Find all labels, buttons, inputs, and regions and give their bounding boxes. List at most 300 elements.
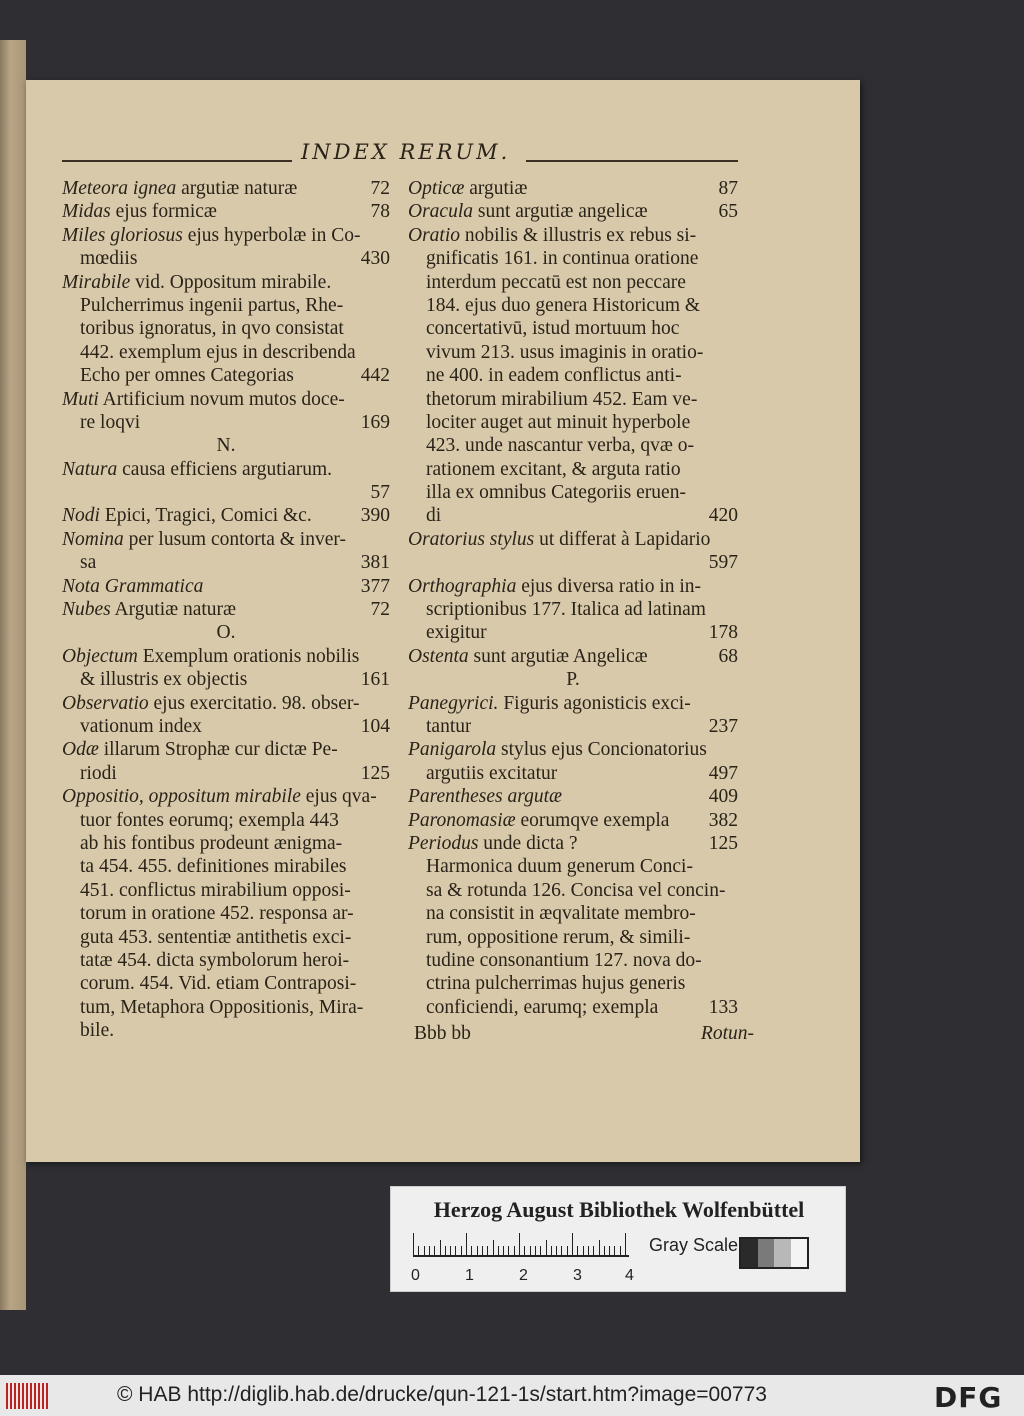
ruler-tick (503, 1246, 504, 1255)
index-description: argutiis excitatur (426, 762, 558, 784)
ruler-tick (482, 1246, 483, 1255)
ruler-tick (625, 1233, 626, 1255)
index-entry-text (426, 926, 690, 949)
index-line (408, 411, 738, 434)
index-description: corum. 454. Vid. etiam Contraposi- (80, 973, 357, 995)
index-entry-text (426, 247, 698, 270)
gray-patch (791, 1239, 808, 1267)
index-line (62, 832, 390, 855)
index-line (62, 598, 390, 621)
ruler-tick (524, 1246, 525, 1255)
ruler-tick (413, 1233, 414, 1255)
index-description: toribus ignoratus, in qvo consistat (80, 318, 344, 340)
index-entry-text (426, 996, 658, 1019)
index-keyword: Oracula (408, 201, 473, 223)
index-entry-text (80, 668, 247, 691)
index-description: lociter auget aut minuit hyperbole (426, 411, 691, 433)
index-entry-text (426, 598, 706, 621)
index-entry-text (62, 738, 338, 761)
dfg-logo: DFG (934, 1381, 1003, 1414)
index-description: nobilis & illustris ex rebus si- (460, 224, 697, 246)
index-description: riodi (80, 762, 117, 784)
library-color-card (390, 1186, 846, 1292)
index-line (408, 598, 738, 621)
index-description: di (426, 505, 442, 527)
ruler-tick (493, 1240, 494, 1255)
index-entry-text (80, 809, 339, 832)
index-description: 442. exemplum ejus in describenda (80, 341, 356, 363)
page-number: 78 (370, 201, 390, 223)
index-description: bile. (80, 1020, 115, 1042)
ruler-label-3: 3 (573, 1267, 582, 1284)
ruler-tick (498, 1246, 499, 1255)
index-line (408, 645, 738, 668)
ruler-tick (461, 1246, 462, 1255)
index-entry-text (426, 879, 725, 902)
index-description: sunt argutiæ angelicæ (473, 201, 648, 223)
ruler-tick (572, 1233, 573, 1255)
index-line (408, 972, 738, 995)
index-line (62, 575, 390, 598)
index-description: unde dicta ? (478, 832, 578, 854)
page-number: 442 (360, 365, 390, 387)
hab-logo-icon (6, 1383, 50, 1409)
index-line (62, 949, 390, 972)
index-description: ejus hyperbolæ in Co- (182, 224, 361, 246)
index-description: argutiæ (464, 178, 528, 199)
index-line (62, 926, 390, 949)
header-rule-right (526, 160, 738, 162)
index-description: tudine consonantium 127. nova do- (426, 949, 702, 971)
index-keyword: Oratorius stylus (408, 528, 535, 550)
index-description: ab his fontibus prodeunt ænigma- (80, 832, 343, 854)
index-entry-text (426, 621, 487, 644)
index-description: na consistit in æqvalitate membro- (426, 903, 696, 925)
index-description: vid. Oppositum mirabile. (130, 271, 332, 293)
index-description: 184. ejus duo genera Historicum & (426, 294, 701, 316)
index-description: sunt argutiæ Angelicæ (468, 645, 648, 667)
page-number: 161 (360, 669, 390, 691)
ruler-tick (429, 1246, 430, 1255)
ruler-tick (508, 1246, 509, 1255)
signature-mark: Bbb bb (414, 1023, 471, 1044)
page-number: 57 (370, 482, 390, 504)
ruler-tick (614, 1246, 615, 1255)
ruler-tick (487, 1246, 488, 1255)
ruler-tick (620, 1246, 621, 1255)
index-description: eorumqve exempla (515, 809, 670, 831)
index-line (408, 341, 738, 364)
index-entry-text (408, 528, 710, 551)
index-entry-text (80, 762, 117, 785)
index-entry-text (426, 434, 694, 457)
index-line (62, 247, 390, 270)
index-entry-text (62, 271, 331, 294)
page-number: 430 (360, 248, 390, 270)
scale-ruler (413, 1235, 629, 1257)
index-entry-text (426, 972, 685, 995)
ruler-tick (609, 1246, 610, 1255)
gray-patch (758, 1239, 775, 1267)
ruler-tick (514, 1246, 515, 1255)
index-entry-text (408, 809, 669, 832)
index-description: causa efficiens argutiarum. (117, 458, 333, 480)
index-entry-text (426, 388, 697, 411)
index-line (408, 855, 738, 878)
index-entry-text (80, 949, 349, 972)
ruler-tick (593, 1246, 594, 1255)
index-entry-text (566, 668, 580, 691)
index-line (62, 481, 390, 504)
index-line (408, 364, 738, 387)
index-description: interdum peccatū est non peccare (426, 271, 686, 293)
index-line (408, 434, 738, 457)
ruler-tick (561, 1246, 562, 1255)
index-line (62, 504, 390, 527)
index-entry-text (426, 762, 557, 785)
index-description: per lusum contorta & inver- (123, 528, 346, 550)
index-entry-text (426, 504, 441, 527)
index-line (408, 715, 738, 738)
index-line (408, 271, 738, 294)
ruler-tick (440, 1240, 441, 1255)
index-description: ejus formicæ (110, 201, 217, 223)
page-number: 390 (360, 505, 390, 527)
index-entry-text (62, 177, 297, 200)
index-line (62, 224, 390, 247)
index-keyword: Nubes (62, 599, 111, 621)
index-entry-text (80, 715, 202, 738)
index-keyword: Observatio (62, 692, 149, 714)
index-line (408, 738, 738, 761)
index-description: ejus diversa ratio in in- (516, 575, 702, 597)
index-description: mœdiis (80, 248, 138, 270)
index-description: ut differat à Lapidario (534, 528, 711, 550)
index-line (408, 458, 738, 481)
index-line (62, 809, 390, 832)
index-keyword: Nodi (62, 505, 100, 527)
ruler-tick (519, 1233, 520, 1255)
index-line (62, 996, 390, 1019)
index-keyword: Panegyrici. (408, 692, 499, 714)
ruler-tick (583, 1246, 584, 1255)
index-keyword: Objectum (62, 645, 138, 667)
index-keyword: Midas (62, 201, 111, 223)
ruler-tick (466, 1233, 467, 1255)
index-entry-text (80, 317, 344, 340)
index-line (62, 528, 390, 551)
index-keyword: Paronomasiæ (408, 809, 516, 831)
page-number: 68 (718, 645, 738, 667)
ruler-tick (551, 1246, 552, 1255)
index-entry-text (217, 434, 236, 457)
page-number: 104 (360, 715, 390, 737)
index-entry-text (426, 458, 681, 481)
index-keyword: Oratio (408, 224, 461, 246)
index-description: exigitur (426, 622, 487, 644)
index-line (62, 317, 390, 340)
index-line (408, 177, 738, 200)
index-entry-text (80, 551, 96, 574)
ruler-tick (604, 1246, 605, 1255)
ruler-tick (599, 1240, 600, 1255)
index-description: Epici, Tragici, Comici &c. (99, 505, 312, 527)
index-description: scriptionibus 177. Italica ad latinam (426, 599, 706, 621)
index-keyword: Orthographia (408, 575, 517, 597)
index-entry-text (80, 294, 343, 317)
ruler-tick (530, 1246, 531, 1255)
index-line (408, 247, 738, 270)
index-line (62, 341, 390, 364)
index-line (62, 177, 390, 200)
page-number: 72 (370, 178, 390, 199)
index-line (408, 224, 738, 247)
index-description: & illustris ex objectis (80, 669, 248, 691)
index-line (408, 200, 738, 223)
index-entry-text (426, 341, 703, 364)
library-name: Herzog August Bibliothek Wolfenbüttel (433, 1197, 805, 1222)
index-description: rationem excitant, & arguta ratio (426, 458, 681, 480)
index-entry-text (62, 575, 203, 598)
index-entry-text (80, 855, 346, 878)
index-entry-text (62, 388, 345, 411)
index-entry-text (426, 481, 686, 504)
index-keyword: Parentheses argutæ (408, 786, 563, 808)
index-column-left (62, 177, 390, 1042)
page-number: 169 (360, 411, 390, 433)
index-line (408, 785, 738, 808)
index-entry-text (80, 996, 363, 1019)
index-entry-text (80, 879, 351, 902)
ruler-tick (418, 1246, 419, 1255)
index-entry-text (80, 247, 137, 270)
index-keyword: Mirabile (62, 271, 131, 293)
index-entry-text (62, 785, 377, 808)
ruler-tick (540, 1246, 541, 1255)
index-line (408, 902, 738, 925)
ruler-tick (471, 1246, 472, 1255)
index-description: P. (566, 669, 580, 691)
index-line (62, 668, 390, 691)
page-number: 133 (708, 996, 738, 1018)
index-line (62, 1019, 390, 1042)
index-description: ejus qva- (300, 786, 377, 808)
index-description: stylus ejus Concionatorius (496, 739, 707, 761)
ruler-tick (577, 1246, 578, 1255)
ruler-tick (424, 1246, 425, 1255)
index-line (62, 972, 390, 995)
ruler-tick (450, 1246, 451, 1255)
index-line (62, 551, 390, 574)
index-description: illa ex omnibus Categoriis eruen- (426, 482, 686, 504)
index-entry-text (408, 575, 701, 598)
copyright-link[interactable]: © HAB http://diglib.hab.de/drucke/qun-121-1s/start.htm?image=00773 (117, 1383, 767, 1406)
index-keyword: Natura (62, 458, 118, 480)
index-description: gnificatis 161. in continua oratione (426, 248, 699, 270)
viewer-footer-bar (0, 1375, 1024, 1416)
ruler-tick (556, 1246, 557, 1255)
index-description: sa & rotunda 126. Concisa vel concin- (426, 879, 726, 901)
index-keyword: Ostenta (408, 645, 469, 667)
index-description: Echo per omnes Categorias (80, 365, 294, 387)
page-footer (414, 1023, 754, 1045)
page-number: 125 (708, 832, 738, 854)
index-line (408, 575, 738, 598)
index-description: 423. unde nascantur verba, qvæ o- (426, 435, 695, 457)
ruler-tick (535, 1246, 536, 1255)
index-keyword: Oppositio, oppositum mirabile (62, 786, 301, 808)
page-number: 237 (708, 715, 738, 737)
ruler-label-0: 0 (411, 1267, 420, 1284)
index-description: ctrina pulcherrimas hujus generis (426, 973, 686, 995)
page-number: 597 (708, 552, 738, 574)
index-entry-text (408, 832, 578, 855)
ruler-tick (567, 1246, 568, 1255)
index-entry-text (426, 411, 690, 434)
index-entry-text (408, 224, 696, 247)
page-number: 420 (708, 505, 738, 527)
index-line (408, 528, 738, 551)
index-entry-text (80, 1019, 114, 1042)
ruler-tick (477, 1246, 478, 1255)
gray-patch (774, 1239, 791, 1267)
index-line (408, 551, 738, 574)
index-entry-text (80, 341, 356, 364)
index-description: ta 454. 455. definitiones mirabiles (80, 856, 347, 878)
index-keyword: Odæ (62, 739, 99, 761)
index-keyword: Opticæ (408, 178, 465, 199)
page-number: 87 (718, 178, 738, 199)
index-line (62, 458, 390, 481)
index-line (408, 692, 738, 715)
index-description: Pulcherrimus ingenii partus, Rhe- (80, 294, 344, 316)
index-description: tatæ 454. dicta symbolorum heroi- (80, 949, 350, 971)
index-entry-text (62, 504, 312, 527)
index-line (62, 388, 390, 411)
index-description: thetorum mirabilium 452. Eam ve- (426, 388, 698, 410)
index-line (408, 621, 738, 644)
index-entry-text (426, 715, 471, 738)
index-line (62, 715, 390, 738)
ruler-tick (455, 1246, 456, 1255)
index-entry-text (408, 738, 707, 761)
book-page (26, 80, 860, 1162)
page-number: 125 (360, 762, 390, 784)
index-description: Harmonica duum generum Conci- (426, 856, 693, 878)
page-header: INDEX RERUM. (301, 140, 511, 164)
index-description: argutiæ naturæ (176, 178, 298, 199)
index-entry-text (217, 621, 236, 644)
index-line (408, 388, 738, 411)
index-description: tuor fontes eorumq; exempla 443 (80, 809, 339, 831)
gray-scale-label: Gray Scale (649, 1235, 739, 1255)
index-line (62, 902, 390, 925)
index-line (408, 926, 738, 949)
index-line (408, 832, 738, 855)
previous-leaf-edge (0, 40, 26, 1310)
index-description: conficiendi, earumq; exempla (426, 996, 659, 1018)
index-description: tum, Metaphora Oppositionis, Mira- (80, 996, 364, 1018)
index-description: vivum 213. usus imaginis in oratio- (426, 341, 704, 363)
index-entry-text (80, 364, 294, 387)
index-keyword: Periodus (408, 832, 479, 854)
page-number: 178 (708, 622, 738, 644)
index-line (408, 949, 738, 972)
ruler-tick (546, 1240, 547, 1255)
gray-patch (741, 1239, 758, 1267)
page-number: 381 (360, 552, 390, 574)
index-description: O. (216, 622, 236, 644)
page-number: 65 (718, 201, 738, 223)
index-keyword: Miles gloriosus (62, 224, 183, 246)
index-description: re loqvi (80, 411, 141, 433)
index-entry-text (426, 364, 682, 387)
index-entry-text (62, 200, 217, 223)
page-number: 377 (360, 575, 390, 597)
index-line (408, 481, 738, 504)
index-entry-text (62, 598, 236, 621)
index-entry-text (408, 177, 527, 200)
index-entry-text (408, 645, 648, 668)
index-line (62, 785, 390, 808)
index-description: Artificium novum mutos doce- (98, 388, 345, 410)
index-line (62, 271, 390, 294)
index-line (62, 621, 390, 644)
index-keyword: Nota Grammatica (62, 575, 204, 597)
index-description: N. (216, 435, 236, 457)
index-description: ne 400. in eadem conflictus anti- (426, 365, 682, 387)
index-description: sa (80, 552, 97, 574)
index-entry-text (62, 528, 346, 551)
index-entry-text (62, 692, 359, 715)
index-entry-text (426, 949, 702, 972)
index-line (62, 364, 390, 387)
page-number: 382 (708, 809, 738, 831)
index-entry-text (426, 294, 700, 317)
index-line (62, 855, 390, 878)
index-line (62, 434, 390, 457)
ruler-tick (434, 1246, 435, 1255)
index-description: tantur (426, 715, 472, 737)
index-entry-text (408, 692, 691, 715)
index-description: vationum index (80, 715, 202, 737)
index-entry-text (80, 902, 354, 925)
index-keyword: Meteora ignea (62, 178, 177, 199)
index-keyword: Muti (62, 388, 99, 410)
index-line (62, 645, 390, 668)
index-line (408, 996, 738, 1019)
index-column-right (408, 177, 738, 1019)
index-description: torum in oratione 452. responsa ar- (80, 903, 354, 925)
index-line (408, 294, 738, 317)
index-entry-text (426, 902, 696, 925)
index-entry-text (426, 317, 679, 340)
index-line (408, 809, 738, 832)
index-entry-text (62, 224, 360, 247)
header-rule-left (62, 160, 292, 162)
index-description: 451. conflictus mirabilium opposi- (80, 879, 351, 901)
index-line (62, 294, 390, 317)
index-description: Figuris agonisticis exci- (498, 692, 691, 714)
index-line (408, 762, 738, 785)
ruler-label-2: 2 (519, 1267, 528, 1284)
ruler-label-1: 1 (465, 1267, 474, 1284)
index-description: illarum Strophæ cur dictæ Pe- (98, 739, 338, 761)
index-keyword: Panigarola (408, 739, 497, 761)
index-description: guta 453. sententiæ antithetis exci- (80, 926, 352, 948)
index-line (62, 738, 390, 761)
page-number: 72 (370, 599, 390, 621)
